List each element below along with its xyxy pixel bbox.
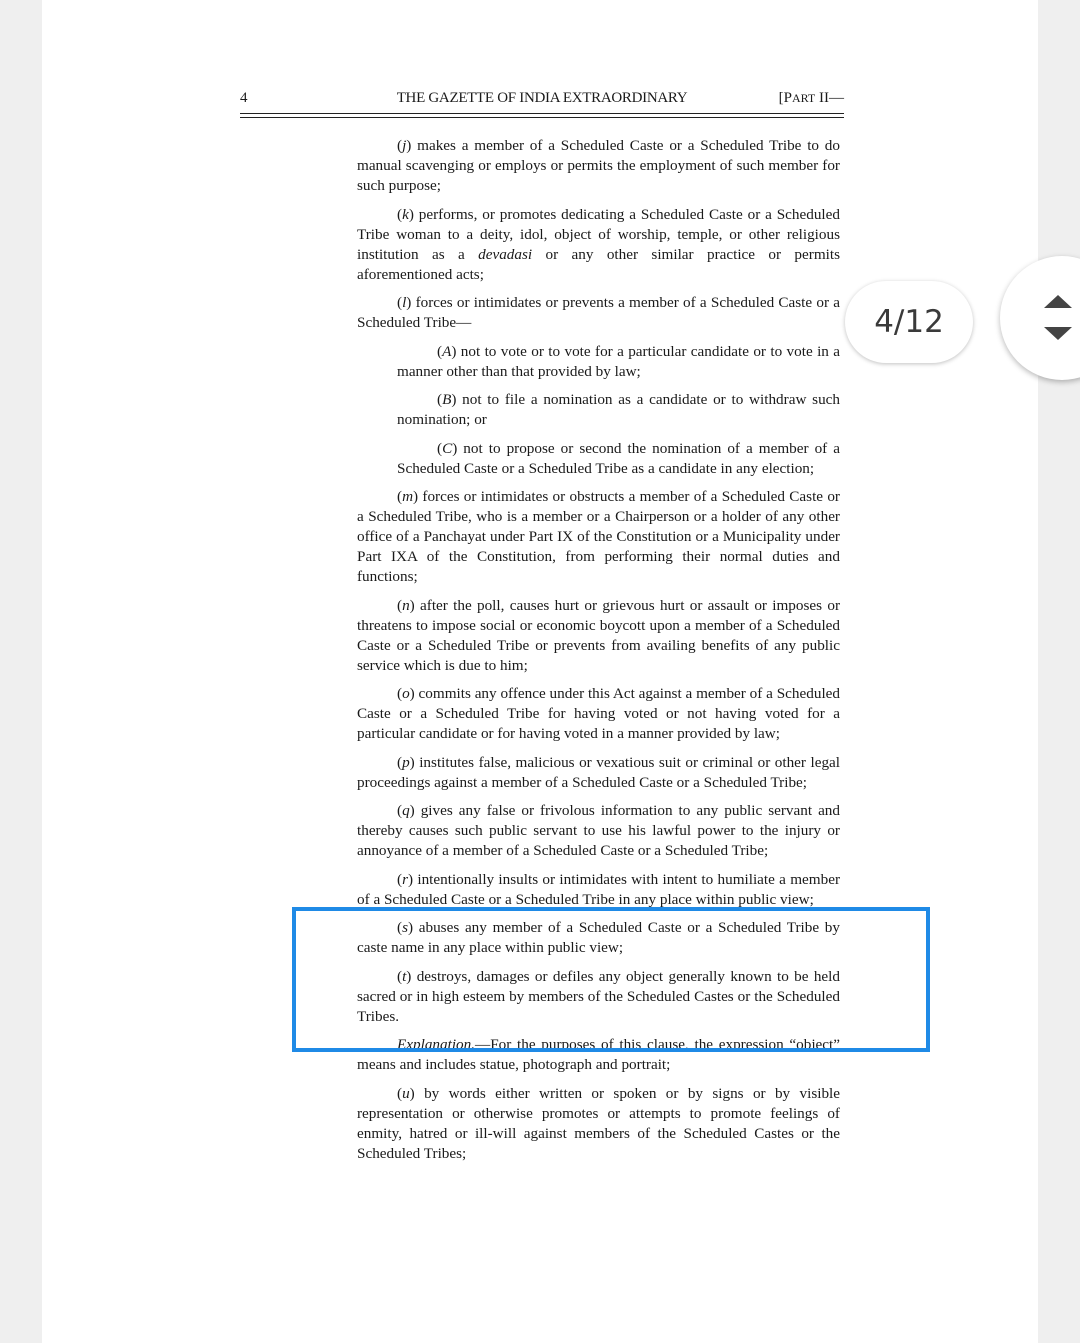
header-rule — [240, 113, 844, 114]
page-header — [240, 88, 844, 110]
clause-t: (t) destroys, damages or defiles any object generally known to be held sacred or in high esteem by members of the Scheduled Castes or the Scheduled Tribes. — [357, 967, 840, 1025]
page-number: 4 — [240, 90, 248, 106]
scroll-up-button[interactable] — [1038, 292, 1078, 312]
gazette-title: THE GAZETTE OF INDIA EXTRAORDINARY — [396, 90, 688, 106]
clause-p: (p) institutes false, malicious or vexatious suit or criminal or other legal proceedings against a member of a Scheduled Caste or a Scheduled Tribe; — [357, 753, 840, 791]
clause-l: (l) forces or intimidates or prevents a member of a Scheduled Caste or a Scheduled Tribe— — [357, 294, 840, 331]
triangle-up-icon — [1044, 295, 1072, 308]
scroll-down-button[interactable] — [1038, 324, 1078, 344]
clause-n: (n) after the poll, causes hurt or grievous hurt or assault or imposes or threatens to impose social or economic boycott upon a member of a Scheduled Caste or a Scheduled Tribe or prevents from availing benefits of any public service which is due to him; — [357, 596, 840, 674]
clause-m: (m) forces or intimidates or obstructs a member of a Scheduled Caste or a Scheduled Tribe, who is a member or a Chairperson or a holder of any other office of a Panchayat under Part IX of the Constitution or a Municipality under Part IXA of the Constitution, from performing their normal duties and functions; — [357, 488, 840, 585]
clause-k: (k) performs, or promotes dedicating a Scheduled Caste or a Scheduled Tribe woman to a deity, idol, object of worship, temple, or other religious institution as a devadasi or any other similar practice or permits aforementioned acts; — [357, 205, 840, 283]
clause-j: (j) makes a member of a Scheduled Caste or a Scheduled Tribe to do manual scavenging or employs or permits the employment of such member for such purpose; — [357, 137, 840, 194]
subclause-b: (B) not to file a nomination as a candidate or to withdraw such nomination; or — [397, 391, 840, 428]
part-label: [PART II— — [778, 90, 844, 106]
triangle-down-icon — [1044, 327, 1072, 340]
clause-s: (s) abuses any member of a Scheduled Caste or a Scheduled Tribe by caste name in any place within public view; — [357, 919, 840, 956]
clause-o: (o) commits any offence under this Act against a member of a Scheduled Caste or a Scheduled Tribe for having voted or not having voted for a particular candidate or for having voted in a manner provided by law; — [357, 685, 840, 742]
page-indicator: 4/12 — [845, 281, 973, 363]
header-rule — [240, 117, 844, 118]
subclause-c: (C) not to propose or second the nomination of a member of a Scheduled Caste or a Scheduled Tribe as a candidate in any election; — [397, 439, 840, 477]
clause-q: (q) gives any false or frivolous information to any public servant and thereby causes such public servant to use his lawful power to the injury or annoyance of a member of a Scheduled Caste or a Scheduled Tribe; — [357, 802, 840, 859]
subclause-a: (A) not to vote or to vote for a particular candidate or to vote in a manner other than that provided by law; — [397, 342, 840, 380]
clause-u: (u) by words either written or spoken or by signs or by visible representation or otherwise promotes or attempts to promote feelings of enmity, hatred or ill-will against members of the Scheduled Castes or the Scheduled Tribes; — [357, 1084, 840, 1162]
highlight-annotation-box — [292, 907, 930, 1052]
clause-explanation: Explanation.—For the purposes of this clause, the expression “object” means and includes statue, photograph and portrait; — [357, 1036, 840, 1073]
clause-r: (r) intentionally insults or intimidates with intent to humiliate a member of a Scheduled Caste or a Scheduled Tribe in any place within public view; — [357, 870, 840, 908]
